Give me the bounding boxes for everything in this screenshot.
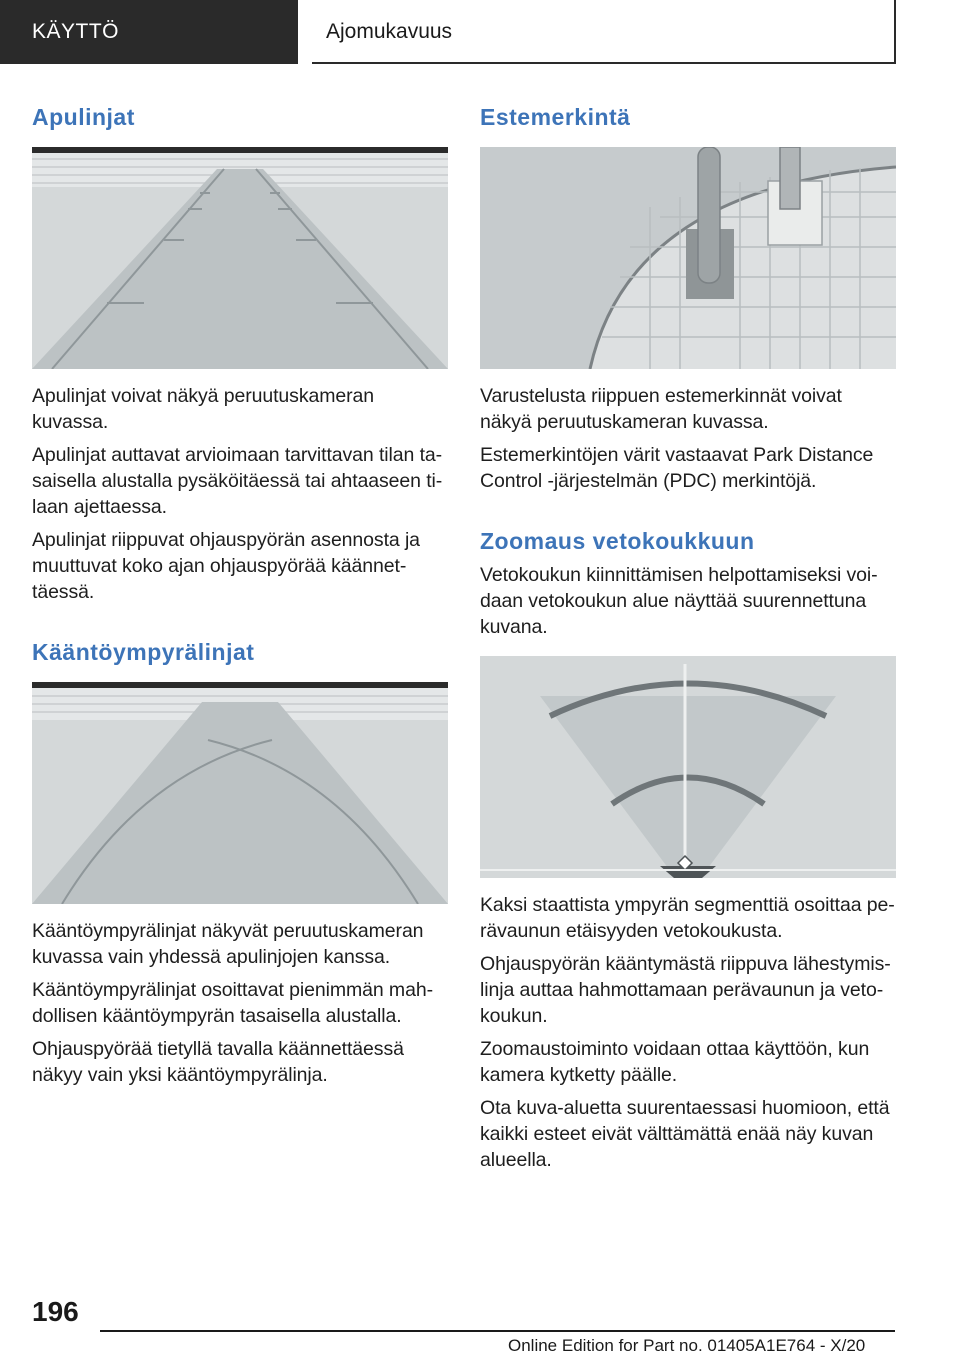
paragraph: Varustelusta riippuen estemerkinnät voivat näkyä peruutuskameran kuvassa. bbox=[480, 385, 842, 433]
page-number: 196 bbox=[32, 1296, 79, 1327]
footer-divider bbox=[100, 1330, 895, 1332]
section-tab: KÄYTTÖ bbox=[0, 0, 298, 64]
heading-zoomaus-vetokoukkuun: Zoomaus vetokoukkuun bbox=[480, 528, 755, 554]
heading-estemerkinta: Estemerkintä bbox=[480, 104, 631, 130]
trailer-hitch-zoom-illustration bbox=[480, 656, 896, 878]
paragraph: Kääntöympyrälinjat näkyvät peruutuskameran kuvassa vain yhdessä apulinjojen kanssa. bbox=[32, 920, 424, 968]
paragraph: Ota kuva-aluetta suurentaessasi huomioon, että kaikki esteet eivät välttämättä enää näy kuvan alueella. bbox=[480, 1097, 890, 1171]
paragraph: Apulinjat voivat näkyä peruutuskameran kuvassa. bbox=[32, 385, 374, 433]
paragraph: Ohjauspyörää tietyllä tavalla käännettäessä näkyy vain yksi kääntöympyrälinja. bbox=[32, 1038, 404, 1086]
paragraph: Kaksi staattista ympyrän segmenttiä osoittaa perävaunun etäisyyden vetokoukusta. bbox=[480, 894, 895, 942]
paragraph: Zoomaustoiminto voidaan ottaa käyttöön, kun kamera kytketty päälle. bbox=[480, 1038, 870, 1086]
right-column bbox=[480, 100, 896, 1180]
paragraph: Vetokoukun kiinnittämisen helpottamiseksi voidaan vetokoukun alue näyttää suurennettuna kuvana. bbox=[480, 564, 878, 638]
paragraph: Estemerkintöjen värit vastaavat Park Distance Control -järjestelmän (PDC) merkintöjä. bbox=[480, 444, 874, 492]
paragraph: Kääntöympyrälinjat osoittavat pienimmän mahdollisen kääntöympyrän tasaisella alustalla. bbox=[32, 979, 434, 1027]
paragraph: Ohjauspyörän kääntymästä riippuva lähestymislinja auttaa hahmottamaan perävaunun ja vetokoukun. bbox=[480, 953, 891, 1027]
heading-kaantoympyralinjat: Kääntöympyrälinjat bbox=[32, 639, 255, 665]
left-column bbox=[32, 100, 448, 1095]
turning-circle-lines-illustration bbox=[32, 682, 448, 904]
obstacle-marking-illustration bbox=[480, 147, 896, 369]
chapter-title: Ajomukavuus bbox=[312, 0, 896, 64]
heading-apulinjat: Apulinjat bbox=[32, 104, 135, 130]
paragraph: Apulinjat auttavat arvioimaan tarvittavan tilan tasaisella alustalla pysäköitäessä tai ahtaaseen tilaan ajettaessa. bbox=[32, 444, 443, 518]
edition-note: Online Edition for Part no. 01405A1E764 - X/20 bbox=[508, 1336, 866, 1355]
paragraph: Apulinjat riippuvat ohjauspyörän asennosta ja muuttuvat koko ajan ohjauspyörää käännettäessä. bbox=[32, 529, 420, 603]
guide-lines-illustration bbox=[32, 147, 448, 369]
